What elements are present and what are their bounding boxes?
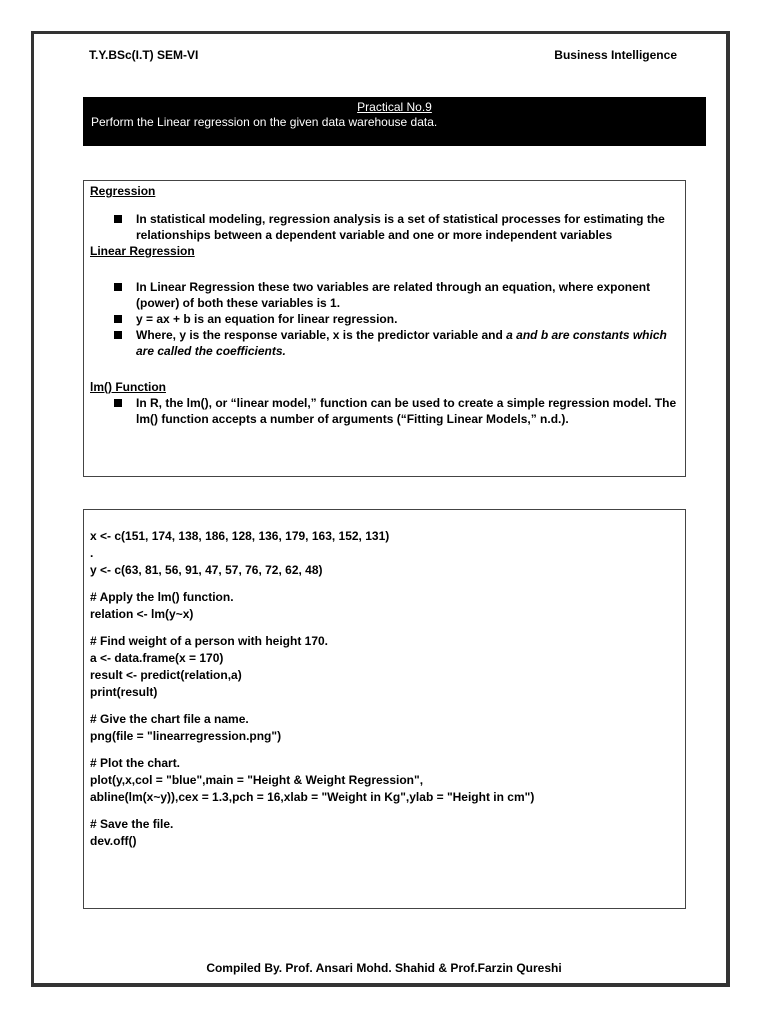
code-line: dev.off() (90, 834, 137, 848)
code-line: png(file = "linearregression.png") (90, 729, 282, 743)
code-line: print(result) (90, 685, 158, 699)
code-line: plot(y,x,col = "blue",main = "Height & Weight Regression", (90, 773, 424, 787)
regression-heading: Regression (90, 184, 156, 198)
linear-regression-list (90, 279, 677, 359)
regression-list (90, 211, 677, 243)
linear-regression-heading: Linear Regression (90, 244, 195, 258)
practical-task: Perform the Linear regression on the given data warehouse data. (91, 115, 438, 129)
code-line: relation <- lm(y~x) (90, 607, 194, 621)
code-block (90, 528, 677, 850)
list-item: Where, y is the response variable, x is the predictor variable and a and b are constants which are called the coefficients. (90, 327, 677, 359)
code-line (90, 806, 677, 816)
list-item: In statistical modeling, regression analysis is a set of statistical processes for estimating the relationships between a dependent variable and one or more independent variables (90, 211, 677, 243)
code-line: . (90, 546, 94, 560)
course-label: T.Y.BSc(I.T) SEM-VI (89, 48, 199, 62)
theory-box (83, 180, 686, 477)
code-line: abline(lm(x~y)),cex = 1.3,pch = 16,xlab = "Weight in Kg",ylab = "Height in cm") (90, 790, 535, 804)
lm-function-heading: lm() Function (90, 380, 166, 394)
list-item: In Linear Regression these two variables are related through an equation, where exponent (power) of both these variables is 1. (90, 279, 677, 311)
list-item: y = ax + b is an equation for linear regression. (90, 311, 677, 327)
footer-credit: Compiled By. Prof. Ansari Mohd. Shahid & Prof.Farzin Qureshi (206, 961, 562, 975)
practical-title-bar (83, 97, 706, 146)
square-bullet-icon (114, 331, 122, 339)
coefficients-note: a and b are constants which are called the coefficients. (136, 328, 667, 358)
code-line: a <- data.frame(x = 170) (90, 651, 224, 665)
lm-function-list (90, 395, 677, 427)
code-line: # Give the chart file a name. (90, 712, 249, 726)
code-line: # Apply the lm() function. (90, 590, 234, 604)
list-item: In R, the lm(), or “linear model,” function can be used to create a simple regression model. The lm() function accepts a number of arguments (“Fitting Linear Models,” n.d.). (90, 395, 677, 427)
square-bullet-icon (114, 283, 122, 291)
square-bullet-icon (114, 315, 122, 323)
code-line: # Find weight of a person with height 170. (90, 634, 329, 648)
code-line (90, 579, 677, 589)
practical-number: Practical No.9 (357, 100, 432, 114)
code-line: result <- predict(relation,a) (90, 668, 242, 682)
code-line: # Save the file. (90, 817, 174, 831)
code-box (83, 509, 686, 909)
code-line: # Plot the chart. (90, 756, 181, 770)
code-line (90, 623, 677, 633)
code-line (90, 701, 677, 711)
subject-label: Business Intelligence (554, 48, 677, 62)
square-bullet-icon (114, 215, 122, 223)
code-line: y <- c(63, 81, 56, 91, 47, 57, 76, 72, 62, 48) (90, 563, 323, 577)
code-line (90, 745, 677, 755)
code-line: x <- c(151, 174, 138, 186, 128, 136, 179, 163, 152, 131) (90, 529, 390, 543)
square-bullet-icon (114, 399, 122, 407)
